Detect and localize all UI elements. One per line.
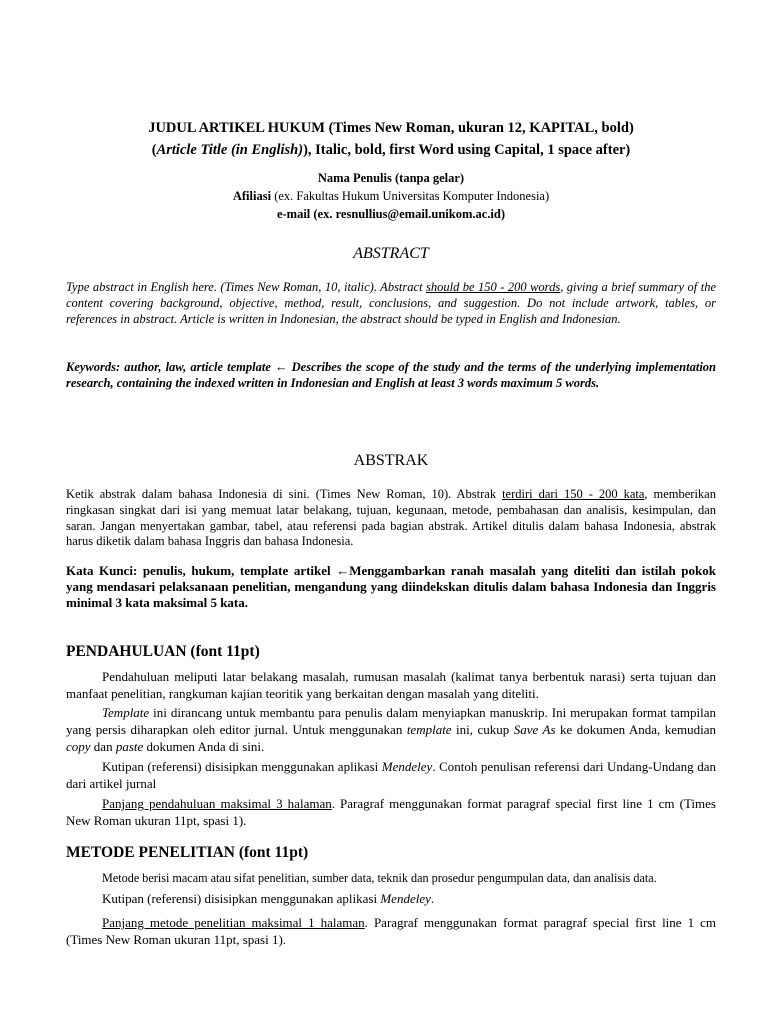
abstract-text: Type abstract in English here. (Times New Roman, 10, italic). Abstract should be 150 - 200 words, giving a brief summary of the content covering background, objective, method, result, conclusions, and suggestion. Do not include artwork, tables, or references in abstract. Article is written in Indonesian, the abstract should be typed in English and Indonesian. (66, 280, 716, 326)
author-name: Nama Penulis (tanpa gelar) (317, 171, 465, 185)
author-block (66, 169, 716, 223)
author-affiliation: Afiliasi (ex. Fakultas Hukum Universitas Komputer Indonesia) (232, 189, 550, 203)
abstrak-text: Ketik abstrak dalam bahasa Indonesia di sini. (Times New Roman, 10). Abstrak terdiri dari 150 - 200 kata, memberikan ringkasan singkat dari isi yang memuat latar belakang, tujuan, kegunaan, metode, pembahasan dan analisis, kesimpulan, dan saran. Jangan menyertakan gambar, tabel, atau referensi pada bagian abstrak. Artikel ditulis dalam bahasa Indonesia, abstrak harus diketik dalam bahasa Inggris dan bahasa Indonesia. (66, 487, 716, 549)
paragraph: Panjang metode penelitian maksimal 1 halaman. Paragraf menggunakan format paragraf special first line 1 cm (Times New Roman ukuran 11pt, spasi 1). (66, 915, 717, 947)
title-line-2: (Article Title (in English)), Italic, bold, first Word using Capital, 1 space after) (151, 142, 631, 158)
paragraph: Metode berisi macam atau sifat penelitian, sumber data, teknik dan prosedur pengumpulan data, dan analisis data. (102, 871, 657, 885)
paragraph: Kutipan (referensi) disisipkan menggunakan aplikasi Mendeley. Contoh penulisan referensi dari Undang-Undang dan dari artikel jurnal (66, 759, 716, 791)
arrow-left-icon: ← (336, 563, 350, 578)
section-heading-metode: METODE PENELITIAN (font 11pt) (66, 844, 309, 861)
section-heading-pendahuluan: PENDAHULUAN (font 11pt) (66, 643, 260, 660)
paragraph: Kutipan (referensi) disisipkan menggunakan aplikasi Mendeley. (102, 891, 435, 906)
abstrak-heading: ABSTRAK (353, 452, 429, 469)
keywords-id: Kata Kunci: penulis, hukum, template artikel ←Menggambarkan ranah masalah yang diteliti dan istilah pokok yang mendasari pelaksanaan penelitian, mengandung yang diindekskan ditulis dalam bahasa Indonesia dan Inggris minimal 3 kata maksimal 5 kata. (66, 563, 716, 610)
abstract-heading: ABSTRACT (353, 245, 429, 262)
paragraph: Pendahuluan meliputi latar belakang masalah, rumusan masalah (kalimat tanya berbentuk narasi) serta tujuan dan manfaat penelitian, rangkuman kajian teoritik yang berkaitan dengan masalah yang diteliti. (66, 669, 716, 701)
paragraph: Panjang pendahuluan maksimal 3 halaman. Paragraf menggunakan format paragraf special first line 1 cm (Times New Roman ukuran 11pt, spasi 1). (66, 796, 716, 828)
paragraph: Template ini dirancang untuk membantu para penulis dalam menyiapkan manuskrip. Ini merupakan format tampilan yang persis diharapkan oleh editor jurnal. Untuk menggunakan template ini, cukup Save As ke dokumen Anda, kemudian copy dan paste dokumen Anda di sini. (66, 705, 716, 754)
author-email: e-mail (ex. resnullius@email.unikom.ac.id) (276, 207, 506, 221)
keywords-en: Keywords: author, law, article template ← Describes the scope of the study and the terms of the underlying implementation research, containing the indexed written in Indonesian and English at least 3 words maximum 5 words. (66, 360, 717, 390)
title-line-1: JUDUL ARTIKEL HUKUM (Times New Roman, ukuran 12, KAPITAL, bold) (148, 120, 634, 136)
arrow-left-icon: ← (275, 360, 288, 374)
article-title (66, 117, 716, 161)
